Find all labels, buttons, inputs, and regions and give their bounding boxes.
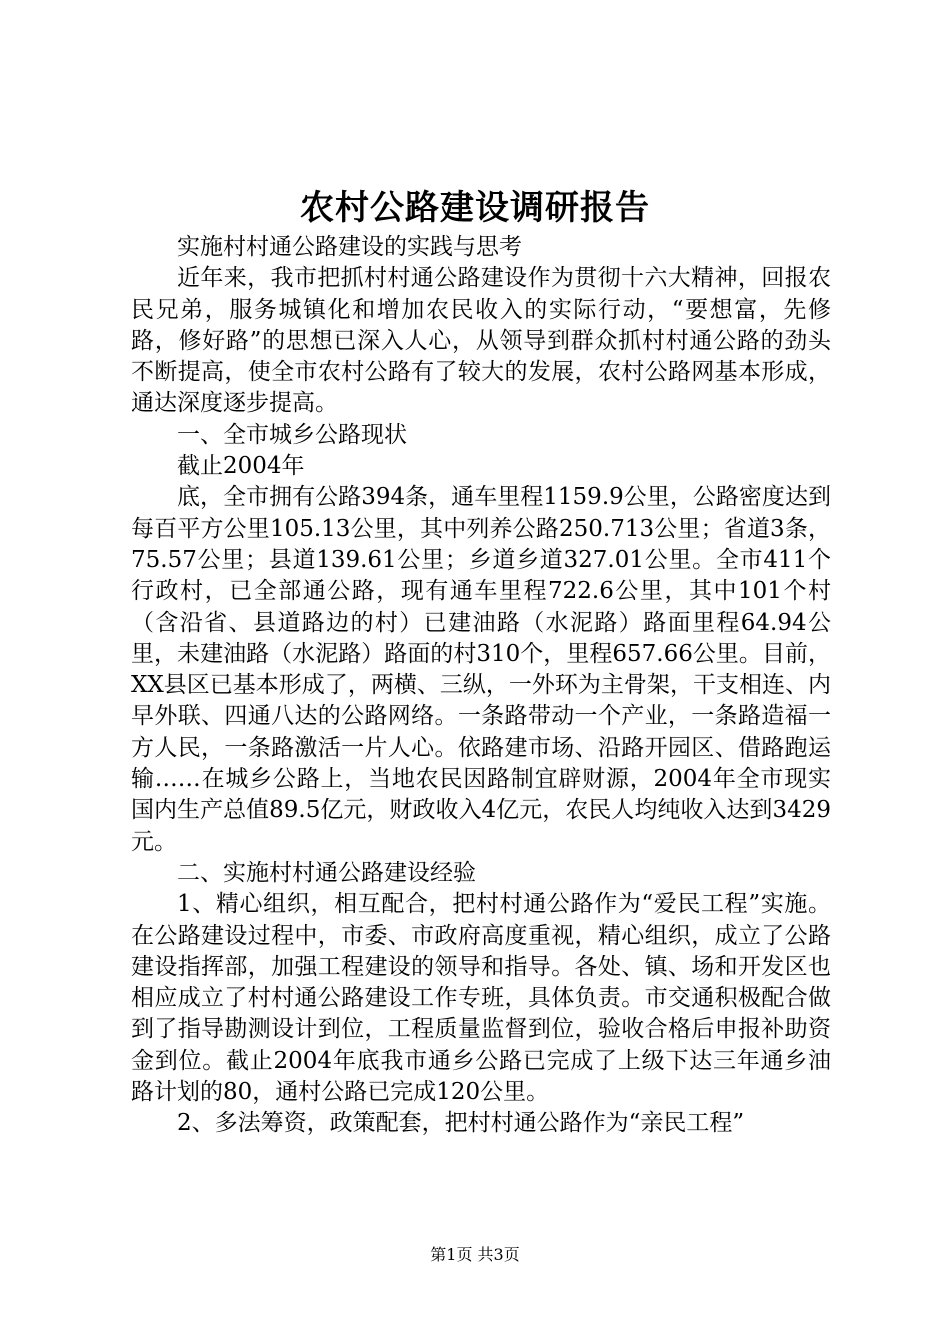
document-body [131,232,831,1140]
date-paragraph: 截止2004年 [177,453,305,480]
experience-paragraph-1: 1、精心组织，相互配合，把村村通公路作为“爱民工程”实施。在公路建设过程中，市委、市政府高度重视，精心组织，成立了公路建设指挥部，加强工程建设的领导和指导。各处、镇、场和开发区也相应成立了村村通公路建设工作专班，具体负责。市交通积极配合做到了指导勘测设计到位，工程质量监督到位，验收合格后申报补助资金到位。截止2004年底我市通乡公路已完成了上级下达三年通乡油路计划的80，通村公路已完成120公里。 [131,891,831,1106]
subtitle-paragraph: 实施村村通公路建设的实践与思考 [177,234,522,260]
section-heading-status: 一、全市城乡公路现状 [177,421,407,448]
page-footer: 第1页 共3页 [430,1245,520,1264]
intro-paragraph: 近年来，我市把抓村村通公路建设作为贯彻十六大精神，回报农民兄弟，服务城镇化和增加农民收入的实际行动，“要想富，先修路，修好路”的思想已深入人心，从领导到群众抓村村通公路的劲头不断提高，使全市农村公路有了较大的发展，农村公路网基本形成，通达深度逐步提高。 [131,265,831,417]
statistics-paragraph: 底，全市拥有公路394条，通车里程1159.9公里，公路密度达到每百平方公里105.13公里，其中列养公路250.713公里；省道3条，75.57公里；县道139.61公里；乡道乡道327.01公里。全市411个行政村，已全部通公路，现有通车里程722.6公里，其中101个村（含沿省、县道路边的村）已建油路（水泥路）路面里程64.94公里，未建油路（水泥路）路面的村310个，里程657.66公里。目前，XX县区已基本形成了，两横、三纵，一外环为主骨架，干支相连、内早外联、四通八达的公路网络。一条路带动一个产业，一条路造福一方人民，一条路激活一片人心。依路建市场、沿路开园区、借路跑运输……在城乡公路上，当地农民因路制宜辟财源，2004年全市现实国内生产总值89.5亿元，财政收入4亿元，农民人均纯收入达到3429元。 [131,484,831,855]
document-title: 农村公路建设调研报告 [300,188,650,228]
experience-paragraph-2: 2、多法筹资，政策配套，把村村通公路作为“亲民工程” [177,1110,745,1137]
section-heading-experience: 二、实施村村通公路建设经验 [177,859,476,886]
